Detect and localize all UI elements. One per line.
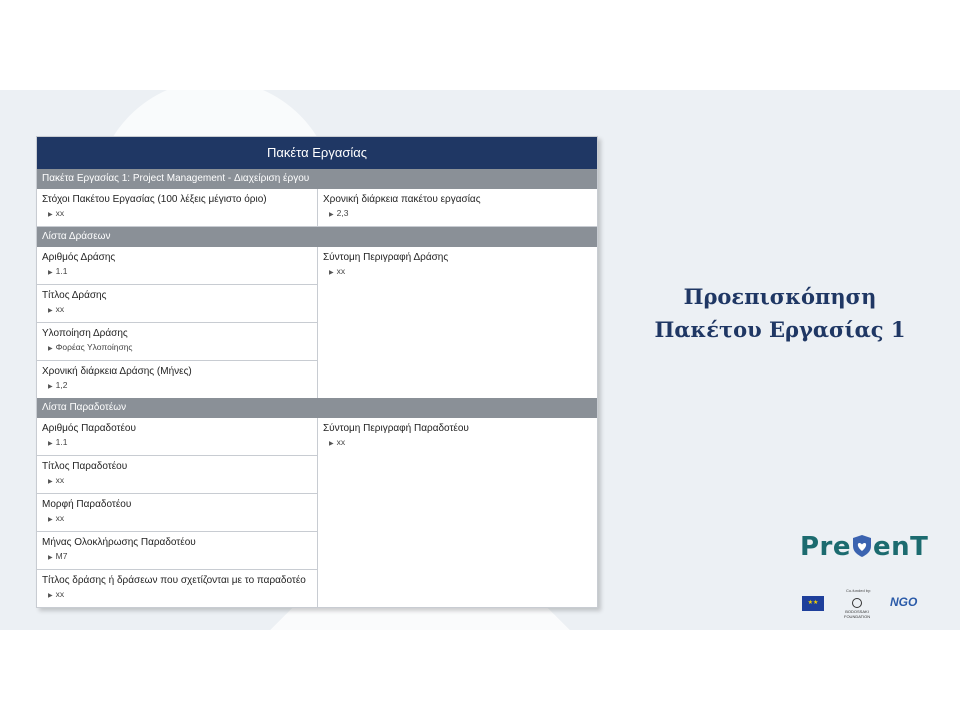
action-duration-value: 1,2 (55, 380, 68, 390)
action-description-value: xx (336, 266, 346, 276)
deliverable-description-value: xx (336, 437, 346, 447)
expand-triangle-icon: ▶ (48, 308, 53, 314)
work-package-form (36, 136, 598, 608)
actions-row (37, 247, 597, 398)
wp-goals-row (37, 189, 597, 227)
action-number-label: Αριθμός Δράσης (42, 252, 116, 263)
expand-triangle-icon: ▶ (329, 270, 334, 276)
partner-logos (800, 588, 930, 618)
goals-label: Στόχοι Πακέτου Εργασίας (100 λέξεις μέγιστο όριο) (42, 194, 267, 205)
action-implementation-cell[interactable] (37, 323, 317, 361)
deliverable-number-label: Αριθμός Παραδοτέου (42, 423, 136, 434)
deliverable-title-value: xx (55, 475, 65, 485)
expand-triangle-icon: ▶ (329, 212, 334, 218)
form-title: Πακέτα Εργασίας (37, 137, 597, 169)
action-duration-cell[interactable] (37, 361, 317, 398)
deliverable-form-cell[interactable] (37, 494, 317, 532)
action-duration-label: Χρονική διάρκεια Δράσης (Μήνες) (42, 366, 192, 377)
deliverable-number-value: 1.1 (55, 437, 68, 447)
deliverables-row (37, 418, 597, 607)
action-number-cell[interactable] (37, 247, 317, 285)
deliverable-related-actions-label: Τίτλος δράσης ή δράσεων που σχετίζονται με το παραδοτέο (42, 575, 306, 586)
actions-header: Λίστα Δράσεων (37, 227, 597, 247)
action-description-cell[interactable] (318, 247, 597, 284)
action-implementation-label: Υλοποίηση Δράσης (42, 328, 128, 339)
duration-cell[interactable] (318, 189, 597, 227)
expand-triangle-icon: ▶ (48, 555, 53, 561)
bodossaki-seal-icon (852, 598, 862, 608)
slide-title-line-2: Πακέτου Εργασίας 1 (654, 317, 906, 342)
deliverables-header: Λίστα Παραδοτέων (37, 398, 597, 418)
action-title-cell[interactable] (37, 285, 317, 323)
shield-heart-icon (851, 532, 873, 562)
expand-triangle-icon: ▶ (48, 270, 53, 276)
deliverable-related-actions-cell[interactable] (37, 570, 317, 607)
expand-triangle-icon: ▶ (48, 212, 53, 218)
deliverable-number-cell[interactable] (37, 418, 317, 456)
deliverable-form-label: Μορφή Παραδοτέου (42, 499, 132, 510)
deliverable-description-label: Σύντομη Περιγραφή Παραδοτέου (323, 423, 469, 434)
deliverable-month-label: Μήνας Ολοκλήρωσης Παραδοτέου (42, 537, 196, 548)
cofunded-label: Co-funded by: (846, 588, 872, 593)
expand-triangle-icon: ▶ (48, 441, 53, 447)
expand-triangle-icon: ▶ (48, 384, 53, 390)
deliverable-form-value: xx (55, 513, 65, 523)
deliverable-related-actions-value: xx (55, 589, 65, 599)
wp-header: Πακέτα Εργασίας 1: Project Management - Διαχείριση έργου (37, 169, 597, 189)
action-implementation-value: Φορέας Υλοποίησης (55, 342, 133, 352)
action-title-value: xx (55, 304, 65, 314)
expand-triangle-icon: ▶ (48, 346, 53, 352)
logo-text-right: enT (873, 532, 929, 562)
slide-title (620, 280, 940, 346)
expand-triangle-icon: ▶ (48, 479, 53, 485)
action-number-value: 1.1 (55, 266, 68, 276)
logo-text-left: Pre (800, 532, 852, 562)
deliverable-month-value: M7 (55, 551, 68, 561)
expand-triangle-icon: ▶ (329, 441, 334, 447)
eu-flag-icon: ★★ (802, 596, 824, 611)
slide-title-line-1: Προεπισκόπηση (683, 284, 877, 309)
bodossaki-logo: BODOSSAKI FOUNDATION (844, 598, 870, 614)
ngo-logo: NGO (890, 595, 918, 609)
deliverable-description-cell[interactable] (318, 418, 597, 455)
deliverable-month-cell[interactable] (37, 532, 317, 570)
expand-triangle-icon: ▶ (48, 517, 53, 523)
deliverable-title-label: Τίτλος Παραδοτέου (42, 461, 128, 472)
prevent-logo (800, 532, 928, 562)
action-description-label: Σύντομη Περιγραφή Δράσης (323, 252, 449, 263)
deliverable-title-cell[interactable] (37, 456, 317, 494)
duration-value: 2,3 (336, 208, 349, 218)
duration-label: Χρονική διάρκεια πακέτου εργασίας (323, 194, 481, 205)
goals-cell[interactable] (37, 189, 317, 227)
expand-triangle-icon: ▶ (48, 593, 53, 599)
action-title-label: Τίτλος Δράσης (42, 290, 107, 301)
goals-value: xx (55, 208, 65, 218)
